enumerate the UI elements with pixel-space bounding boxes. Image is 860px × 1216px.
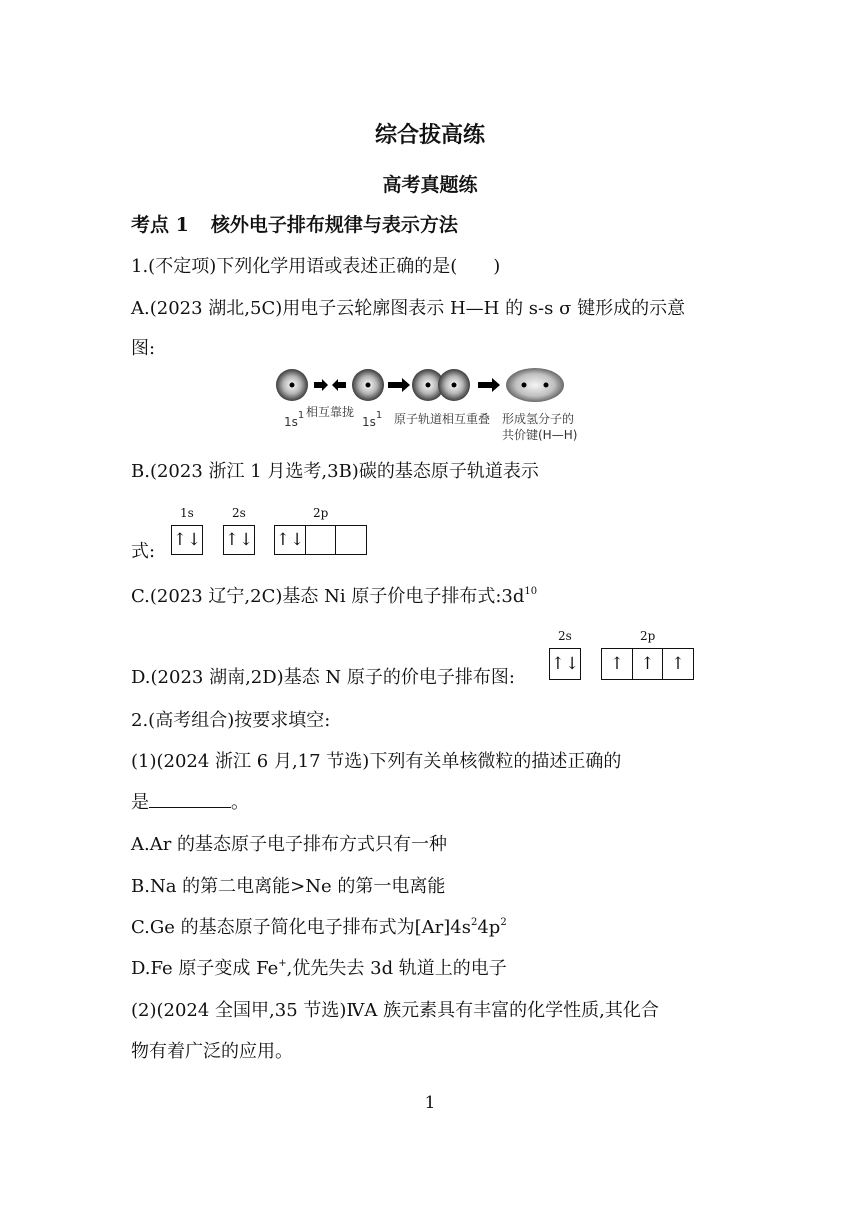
orbital-box: ↑ [633,648,663,680]
overlapping-orbitals [412,369,470,401]
hydrogen-molecule [506,368,564,402]
carbon-2s-box [223,525,255,555]
q1-option-a-line1: A.(2023 湖北,5C)用电子云轮廓图表示 H—H 的 s-s σ 键形成的示意 [131,298,686,319]
nitrogen-2s-box [549,648,581,680]
q2-part2-line1: (2)(2024 全国甲,35 节选)ⅣA 族元素具有丰富的化学性质,其化合 [131,1000,659,1021]
h-atom-left [276,369,308,401]
nitrogen-2p-boxes [601,648,694,680]
q1-option-a-line2: 图: [131,338,156,359]
q1-option-d: D.(2023 湖南,2D)基态 N 原子的价电子排布图: [131,667,515,688]
label-1s-left: $1s^1$ [284,410,305,429]
h-atom-right [352,369,384,401]
q2-part2-line2: 物有着广泛的应用。 [131,1041,293,1062]
approach-arrows [314,379,346,391]
orbital-label-2p: 2p [313,506,329,520]
carbon-1s-box [171,525,203,555]
q2-option-d: D.Fe 原子变成 Fe+,优先失去 3d 轨道上的电子 [131,958,507,979]
orbital-box-empty [306,525,336,555]
caption-form-line2: 共价键(H—H) [502,428,578,442]
orbital-box: ↑↓ [223,525,255,555]
document-title: 综合拔高练 [374,122,485,148]
carbon-2p-boxes [274,525,367,555]
orbital-label-2s: 2s [232,506,246,520]
document-subtitle: 高考真题练 [382,174,478,196]
n-orbital-label-2p: 2p [640,629,656,643]
section-label: 考点 1 [131,214,189,236]
orbital-box: ↑ [601,648,633,680]
q2-part1-line1: (1)(2024 浙江 6 月,17 节选)下列有关单核微粒的描述正确的 [131,751,622,772]
q1-option-b-line2: 式: [131,541,156,562]
q2-stem: 2.(高考组合)按要求填空: [131,710,331,731]
section-heading [131,210,458,237]
arrow-to-overlap [388,378,410,392]
q2-option-a: A.Ar 的基态原子电子排布方式只有一种 [131,834,448,855]
orbital-box: ↑↓ [274,525,306,555]
orbital-box: ↑↓ [549,648,581,680]
answer-blank[interactable] [149,793,231,808]
section-text: 核外电子排布规律与表示方法 [210,214,458,236]
orbital-box-empty [336,525,367,555]
sigma-bond-diagram [270,365,590,450]
q1-option-c: C.(2023 辽宁,2C)基态 Ni 原子价电子排布式$:3d^{10}$ [131,586,538,607]
q2-option-b: B.Na 的第二电离能>Ne 的第一电离能 [131,876,446,897]
orbital-box: ↑↓ [171,525,203,555]
orbital-box: ↑ [663,648,694,680]
n-orbital-label-2s: 2s [558,629,572,643]
orbital-label-1s: 1s [180,506,194,520]
q1-option-b-line1: B.(2023 浙江 1 月选考,3B)碳的基态原子轨道表示 [131,461,539,482]
caption-approach: 相互靠拢 [306,405,355,419]
page-number: 1 [424,1093,436,1113]
q2-part1-line2: 是 。 [131,792,249,813]
label-1s-right: $1s^1$ [362,410,383,429]
caption-overlap: 原子轨道相互重叠 [394,412,491,426]
q1-stem: 1.(不定项)下列化学用语或表述正确的是( ) [131,256,501,277]
caption-form-line1: 形成氢分子的 [502,412,575,426]
q2-option-c: C.Ge 的基态原子简化电子排布式为$[Ar]4s^24p^2$ [131,917,507,938]
arrow-to-molecule [478,378,500,392]
